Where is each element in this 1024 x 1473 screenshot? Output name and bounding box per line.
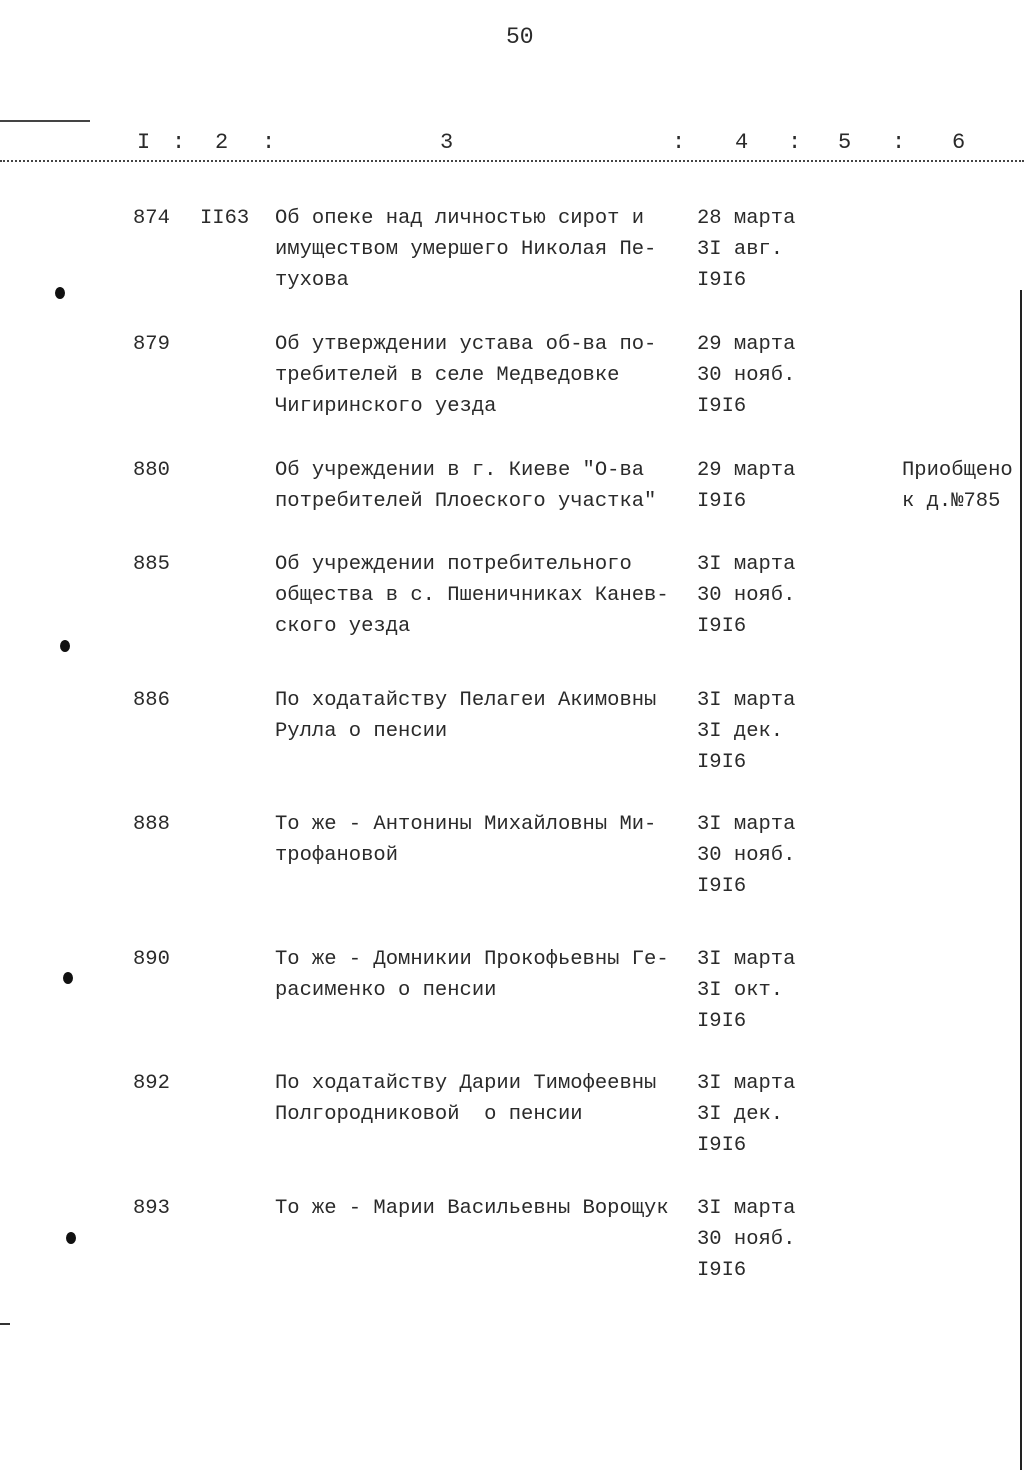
col-sep: :: [172, 130, 186, 155]
note: [902, 455, 1013, 517]
dates-line: 30 нояб.: [697, 364, 796, 387]
page-edge: [1020, 290, 1022, 1470]
col-header-4: 4: [735, 130, 749, 155]
case-number-line: 890: [133, 948, 170, 971]
case-title: [275, 1193, 669, 1224]
dates: [697, 455, 795, 517]
case-title-line: Об утверждении устава об-ва по-: [275, 333, 657, 356]
dates-line: 30 нояб.: [697, 844, 796, 867]
page-number: 50: [506, 24, 534, 50]
case-number-line: 886: [133, 689, 170, 712]
dates-line: 3I марта: [697, 813, 796, 836]
dates-line: I9I6: [697, 751, 747, 774]
col-header-3: 3: [440, 130, 454, 155]
dates-line: 3I марта: [697, 1197, 796, 1220]
note-line: к д.№785: [902, 490, 1001, 513]
dates: [697, 549, 795, 642]
case-title-line: тухова: [275, 269, 349, 292]
col-sep: :: [262, 130, 276, 155]
dates-line: 3I окт.: [697, 979, 784, 1002]
old-number: [200, 203, 249, 234]
case-number-line: 885: [133, 553, 170, 576]
col-header-5: 5: [838, 130, 852, 155]
col-header-1: I: [137, 130, 151, 155]
dates-line: 30 нояб.: [697, 584, 796, 607]
case-title-line: трофановой: [275, 844, 399, 867]
case-title-line: имуществом умершего Николая Пе-: [275, 238, 657, 261]
case-number: [133, 203, 170, 234]
case-title-line: То же - Марии Васильевны Ворощук: [275, 1197, 669, 1220]
case-number-line: 893: [133, 1197, 170, 1220]
case-title-line: Чигиринского уезда: [275, 395, 497, 418]
case-number: [133, 809, 170, 840]
case-number-line: 874: [133, 207, 170, 230]
case-number-line: 879: [133, 333, 170, 356]
dates-line: 3I дек.: [697, 720, 784, 743]
dates-line: 3I марта: [697, 689, 796, 712]
dates: [697, 1193, 795, 1286]
case-title-line: Полгородниковой о пенсии: [275, 1103, 583, 1126]
case-title: [275, 329, 656, 422]
dates: [697, 685, 795, 778]
dates-line: 30 нояб.: [697, 1228, 796, 1251]
case-number: [133, 549, 170, 580]
dates-line: 29 марта: [697, 459, 796, 482]
dates-line: I9I6: [697, 490, 747, 513]
dates: [697, 944, 795, 1037]
dates: [697, 329, 795, 422]
punch-hole-mark: [66, 1232, 76, 1244]
dates: [697, 1068, 795, 1161]
dates-line: I9I6: [697, 395, 747, 418]
case-number-line: 892: [133, 1072, 170, 1095]
header-rule: [0, 160, 1024, 162]
case-number: [133, 685, 170, 716]
punch-hole-mark: [60, 640, 70, 652]
col-header-6: 6: [952, 130, 966, 155]
case-number: [133, 1068, 170, 1099]
dates-line: I9I6: [697, 1010, 747, 1033]
dates-line: I9I6: [697, 269, 747, 292]
case-number: [133, 329, 170, 360]
case-title: [275, 944, 669, 1006]
case-title-line: расименко о пенсии: [275, 979, 497, 1002]
dates-line: 3I марта: [697, 553, 796, 576]
case-title-line: По ходатайству Дарии Тимофеевны: [275, 1072, 657, 1095]
dates-line: 3I дек.: [697, 1103, 784, 1126]
dates-line: 3I авг.: [697, 238, 784, 261]
dates: [697, 203, 795, 296]
dates-line: I9I6: [697, 615, 747, 638]
case-title: [275, 549, 669, 642]
col-sep: :: [672, 130, 686, 155]
case-title: [275, 203, 656, 296]
rule-top: [0, 120, 90, 122]
case-title-line: общества в с. Пшеничниках Канев-: [275, 584, 669, 607]
dates-line: I9I6: [697, 1259, 747, 1282]
col-header-2: 2: [215, 130, 229, 155]
case-title-line: То же - Антонины Михайловны Ми-: [275, 813, 657, 836]
case-title-line: Об опеке над личностью сирот и: [275, 207, 645, 230]
old-number-line: II63: [200, 207, 250, 230]
case-title: [275, 455, 656, 517]
punch-hole-mark: [55, 287, 65, 299]
case-title-line: требителей в селе Медведовке: [275, 364, 620, 387]
case-title-line: потребителей Плоеского участка": [275, 490, 657, 513]
dates-line: I9I6: [697, 875, 747, 898]
punch-hole-mark: [63, 972, 73, 984]
margin-mark: [0, 1323, 10, 1325]
case-title-line: То же - Домникии Прокофьевны Ге-: [275, 948, 669, 971]
case-title-line: Об учреждении в г. Киеве "О-ва: [275, 459, 645, 482]
case-number: [133, 1193, 170, 1224]
case-number: [133, 455, 170, 486]
case-number-line: 880: [133, 459, 170, 482]
dates-line: 3I марта: [697, 1072, 796, 1095]
case-title-line: Рулла о пенсии: [275, 720, 448, 743]
case-title-line: По ходатайству Пелагеи Акимовны: [275, 689, 657, 712]
case-number-line: 888: [133, 813, 170, 836]
dates-line: 29 марта: [697, 333, 796, 356]
dates-line: I9I6: [697, 1134, 747, 1157]
note-line: Приобщено: [902, 459, 1013, 482]
dates-line: 28 марта: [697, 207, 796, 230]
case-title: [275, 809, 656, 871]
col-sep: :: [892, 130, 906, 155]
case-title: [275, 1068, 656, 1130]
col-sep: :: [788, 130, 802, 155]
case-title-line: ского уезда: [275, 615, 411, 638]
dates-line: 3I марта: [697, 948, 796, 971]
dates: [697, 809, 795, 902]
case-number: [133, 944, 170, 975]
case-title-line: Об учреждении потребительного: [275, 553, 632, 576]
case-title: [275, 685, 656, 747]
